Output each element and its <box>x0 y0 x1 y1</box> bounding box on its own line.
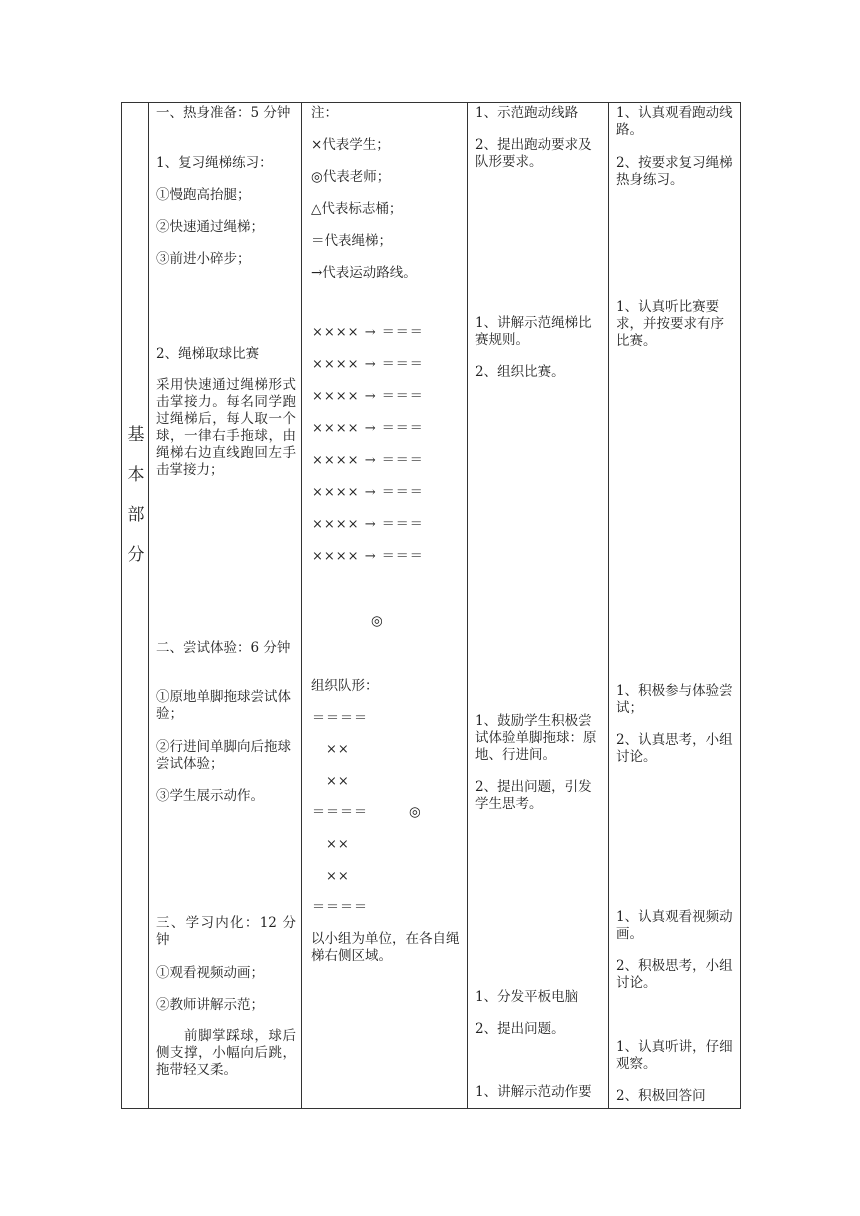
legend-item: ＝代表绳梯； <box>311 233 392 249</box>
relay-row: ×××× → ＝＝＝ <box>312 325 424 340</box>
teacher-activity: 1、讲解示范动作要 <box>475 1084 592 1100</box>
student-activity: 1、积极参与体验尝试； <box>616 683 733 716</box>
relay-row: ×××× → ＝＝＝ <box>312 549 424 564</box>
student-activity: 2、积极回答问 <box>616 1088 706 1104</box>
teacher-activity: 1、鼓励学生积极尝试体验单脚拖球：原地、行进间。 <box>475 713 597 763</box>
formation-note: 以小组为单位，在各自绳梯右侧区域。 <box>311 931 460 964</box>
teacher-activity: 2、提出跑动要求及队形要求。 <box>475 137 592 170</box>
ladder-mark: ＝＝＝＝ <box>312 711 369 726</box>
student-pair: ×× <box>326 742 350 757</box>
lesson-plan-table <box>121 102 741 1109</box>
ladder-mark: ＝＝＝＝ <box>312 805 369 820</box>
warmup-subtitle: 1、复习绳梯练习： <box>156 155 273 171</box>
section-char: 本 <box>127 465 145 485</box>
game-description: 采用快速通过绳梯形式击掌接力。每名同学跑过绳梯后，每人取一个球，一律右手拖球，由绳梯右边直线跑回左手击掌接力； <box>156 377 296 478</box>
column-divider <box>608 103 609 1108</box>
warmup-item: ①慢跑高抬腿； <box>156 187 251 203</box>
legend-item: 注： <box>311 105 338 121</box>
try-item: ①原地单脚拖球尝试体验； <box>156 689 291 722</box>
column-divider <box>301 103 302 1108</box>
section-char: 基 <box>127 425 145 445</box>
teacher-activity: 2、提出问题。 <box>475 1021 565 1037</box>
teacher-activity: 2、提出问题，引发学生思考。 <box>475 779 592 812</box>
legend-item: →代表运动路线。 <box>311 265 417 281</box>
student-activity: 1、认真听讲，仔细观察。 <box>616 1039 733 1072</box>
student-activity: 1、认真观看视频动画。 <box>616 909 733 942</box>
teacher-activity: 1、讲解示范绳梯比赛规则。 <box>475 315 592 348</box>
section-char: 部 <box>127 505 145 525</box>
ladder-mark: ＝＝＝＝ <box>312 900 369 915</box>
warmup-item: ③前进小碎步； <box>156 251 251 267</box>
student-pair: ×× <box>326 837 350 852</box>
teacher-mark: ◎ <box>409 804 421 820</box>
relay-row: ×××× → ＝＝＝ <box>312 357 424 372</box>
try-title: 二、尝试体验：6 分钟 <box>156 640 291 656</box>
try-item: ②行进间单脚向后拖球尝试体验； <box>156 739 291 772</box>
section-char: 分 <box>127 545 145 565</box>
student-activity: 1、认真听比赛要求，并按要求有序比赛。 <box>616 299 724 349</box>
legend-item: △代表标志桶； <box>311 201 403 217</box>
try-item: ③学生展示动作。 <box>156 788 264 804</box>
learn-item: ②教师讲解示范； <box>156 997 264 1013</box>
student-pair: ×× <box>326 869 350 884</box>
teacher-mark: ◎ <box>371 613 383 629</box>
student-activity: 2、按要求复习绳梯热身练习。 <box>616 155 733 188</box>
relay-row: ×××× → ＝＝＝ <box>312 485 424 500</box>
column-divider <box>148 103 149 1108</box>
teacher-activity: 1、示范跑动线路 <box>475 105 579 121</box>
learn-description: 前脚掌踩球，球后侧支撑，小幅向后跳，拖带轻又柔。 <box>156 1028 296 1078</box>
column-divider <box>467 103 468 1108</box>
section-label <box>126 421 146 581</box>
formation-title: 组织队形： <box>311 678 379 694</box>
relay-row: ×××× → ＝＝＝ <box>312 421 424 436</box>
learn-title: 三、学习内化：12 分钟 <box>156 915 296 948</box>
game-title: 2、绳梯取球比赛 <box>156 346 260 362</box>
warmup-item: ②快速通过绳梯； <box>156 219 264 235</box>
relay-row: ×××× → ＝＝＝ <box>312 389 424 404</box>
teacher-activity: 2、组织比赛。 <box>475 364 565 380</box>
student-activity: 1、认真观看跑动线路。 <box>616 105 733 138</box>
relay-row: ×××× → ＝＝＝ <box>312 453 424 468</box>
student-pair: ×× <box>326 774 350 789</box>
warmup-title: 一、热身准备：5 分钟 <box>156 105 291 121</box>
legend-item: ×代表学生； <box>311 137 390 153</box>
relay-row: ×××× → ＝＝＝ <box>312 517 424 532</box>
student-activity: 2、认真思考，小组讨论。 <box>616 732 733 765</box>
teacher-activity: 1、分发平板电脑 <box>475 989 579 1005</box>
student-activity: 2、积极思考，小组讨论。 <box>616 958 733 991</box>
learn-item: ①观看视频动画； <box>156 965 264 981</box>
legend-item: ◎代表老师； <box>311 169 391 185</box>
